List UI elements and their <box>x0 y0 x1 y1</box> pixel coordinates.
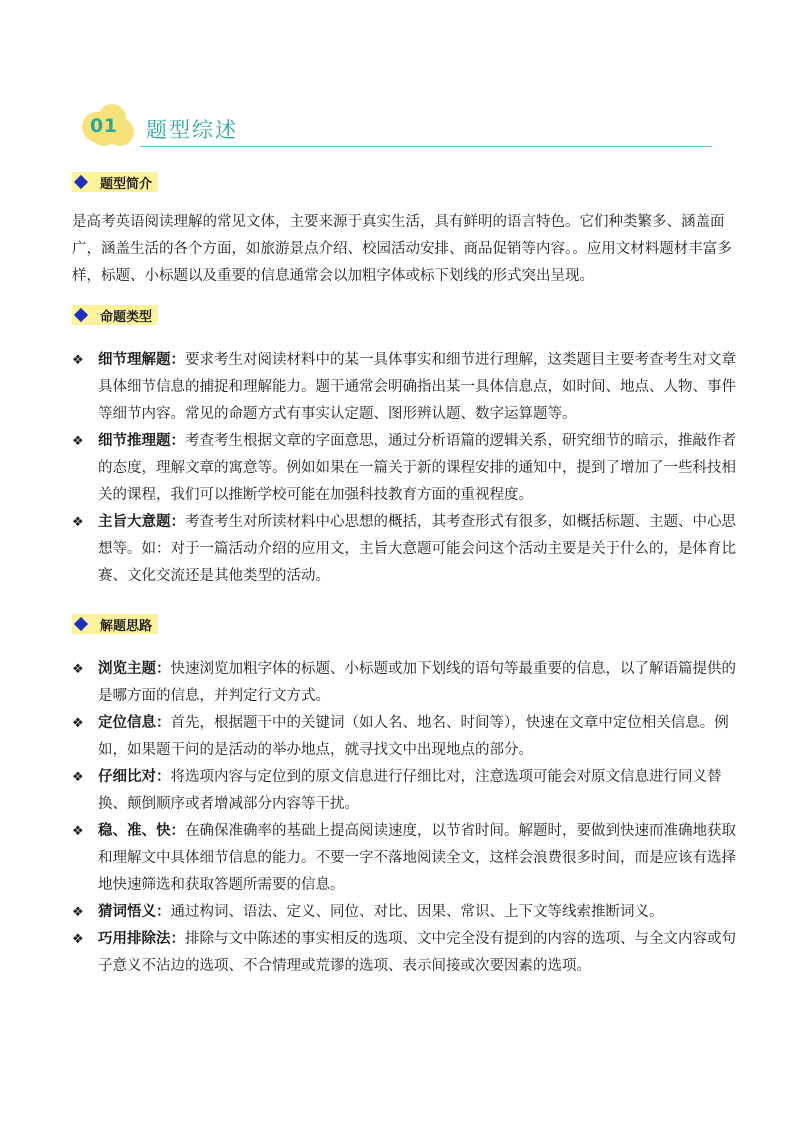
list-item <box>72 656 740 710</box>
item-text: 要求考生对阅读材料中的某一具体事实和细节进行理解，这类题目主要考查考生对文章具体细节信息的捕捉和理解能力。题干通常会明确指出某一具体信息点，如时间、地点、人物、事件等细节内容。常见的命题方式有事实认定题、图形辨认题、数字运算题等。 <box>98 352 736 422</box>
list-item <box>72 710 740 764</box>
diamond-icon <box>74 617 88 631</box>
section-title: 题型综述 <box>146 118 238 142</box>
diamond-icon <box>74 308 88 322</box>
item-text: 将选项内容与定位到的原文信息进行仔细比对，注意选项可能会对原文信息进行同义替换、颠倒顺序或者增减部分内容等干扰。 <box>98 769 722 812</box>
item-term: 主旨大意题： <box>98 514 185 530</box>
section-number: 01 <box>90 115 118 137</box>
item-term: 猜词悟义： <box>98 904 171 920</box>
list-item <box>72 347 740 428</box>
section-number-badge <box>80 102 138 148</box>
question-type-list <box>72 347 740 590</box>
list-item <box>72 428 740 509</box>
subsection-label: 解题思路 <box>100 618 153 634</box>
item-text: 在确保准确率的基础上提高阅读速度，以节省时间。解题时，要做到快速而准确地获取和理解文中具体细节信息的能力。不要一字不落地阅读全文，这样会浪费很多时间，而是应该有选择地快速筛选和获取答题所需要的信息。 <box>98 823 736 893</box>
item-term: 稳、准、快： <box>98 823 185 839</box>
header-divider <box>140 146 712 147</box>
subsection-heading-types <box>72 305 158 325</box>
bullet-icon: ❖ <box>72 824 84 839</box>
bullet-icon: ❖ <box>72 905 84 920</box>
item-term: 仔细比对： <box>98 769 171 785</box>
intro-paragraph: 是高考英语阅读理解的常见文体，主要来源于真实生活，具有鲜明的语言特色。它们种类繁多、涵盖面广，涵盖生活的各个方面，如旅游景点介绍、校园活动安排、商品促销等内容。。应用文材料题材丰富多样，标题、小标题以及重要的信息通常会以加粗字体或标下划线的形式突出呈现。 <box>72 214 732 284</box>
subsection-label: 题型简介 <box>100 176 153 192</box>
subsection-heading-strategies <box>72 614 158 634</box>
bullet-icon: ❖ <box>72 716 84 731</box>
list-item <box>72 818 740 899</box>
item-text: 快速浏览加粗字体的标题、小标题或加下划线的语句等最重要的信息，以了解语篇提供的是哪方面的信息，并判定行文方式。 <box>98 661 736 704</box>
bullet-icon: ❖ <box>72 770 84 785</box>
item-term: 定位信息： <box>98 715 171 731</box>
item-text: 考查考生根据文章的字面意思，通过分析语篇的逻辑关系，研究细节的暗示，推敲作者的态度，理解文章的寓意等。例如如果在一篇关于新的课程安排的通知中，提到了增加了一些科技相关的课程，我们可以推断学校可能在加强科技教育方面的重视程度。 <box>98 433 736 503</box>
item-term: 细节推理题： <box>98 433 185 449</box>
item-term: 巧用排除法： <box>98 931 185 947</box>
subsection-heading-intro <box>72 172 158 192</box>
list-item <box>72 509 740 590</box>
item-text: 考查考生对所读材料中心思想的概括，其考查形式有很多，如概括标题、主题、中心思想等。如：对于一篇活动介绍的应用文，主旨大意题可能会问这个活动主要是关于什么的，是体育比赛、文化交流还是其他类型的活动。 <box>98 514 736 584</box>
bullet-icon: ❖ <box>72 932 84 947</box>
item-term: 浏览主题： <box>98 661 171 677</box>
subsection-label: 命题类型 <box>100 309 153 325</box>
bullet-icon: ❖ <box>72 515 84 530</box>
item-text: 通过构词、语法、定义、同位、对比、因果、常识、上下文等线索推断词义。 <box>170 904 664 920</box>
section-header <box>80 102 712 148</box>
list-item <box>72 926 740 980</box>
item-term: 细节理解题： <box>98 352 185 368</box>
strategy-list <box>72 656 740 980</box>
item-text: 排除与文中陈述的事实相反的选项、文中完全没有提到的内容的选项、与全文内容或句子意义不沾边的选项、不合情理或荒谬的选项、表示间接或次要因素的选项。 <box>98 931 736 974</box>
list-item <box>72 899 740 926</box>
diamond-icon <box>74 175 88 189</box>
bullet-icon: ❖ <box>72 662 84 677</box>
list-item <box>72 764 740 818</box>
bullet-icon: ❖ <box>72 434 84 449</box>
item-text: 首先，根据题干中的关键词（如人名、地名、时间等），快速在文章中定位相关信息。例如，如果题干问的是活动的举办地点，就寻找文中出现地点的部分。 <box>98 715 729 758</box>
bullet-icon: ❖ <box>72 353 84 368</box>
